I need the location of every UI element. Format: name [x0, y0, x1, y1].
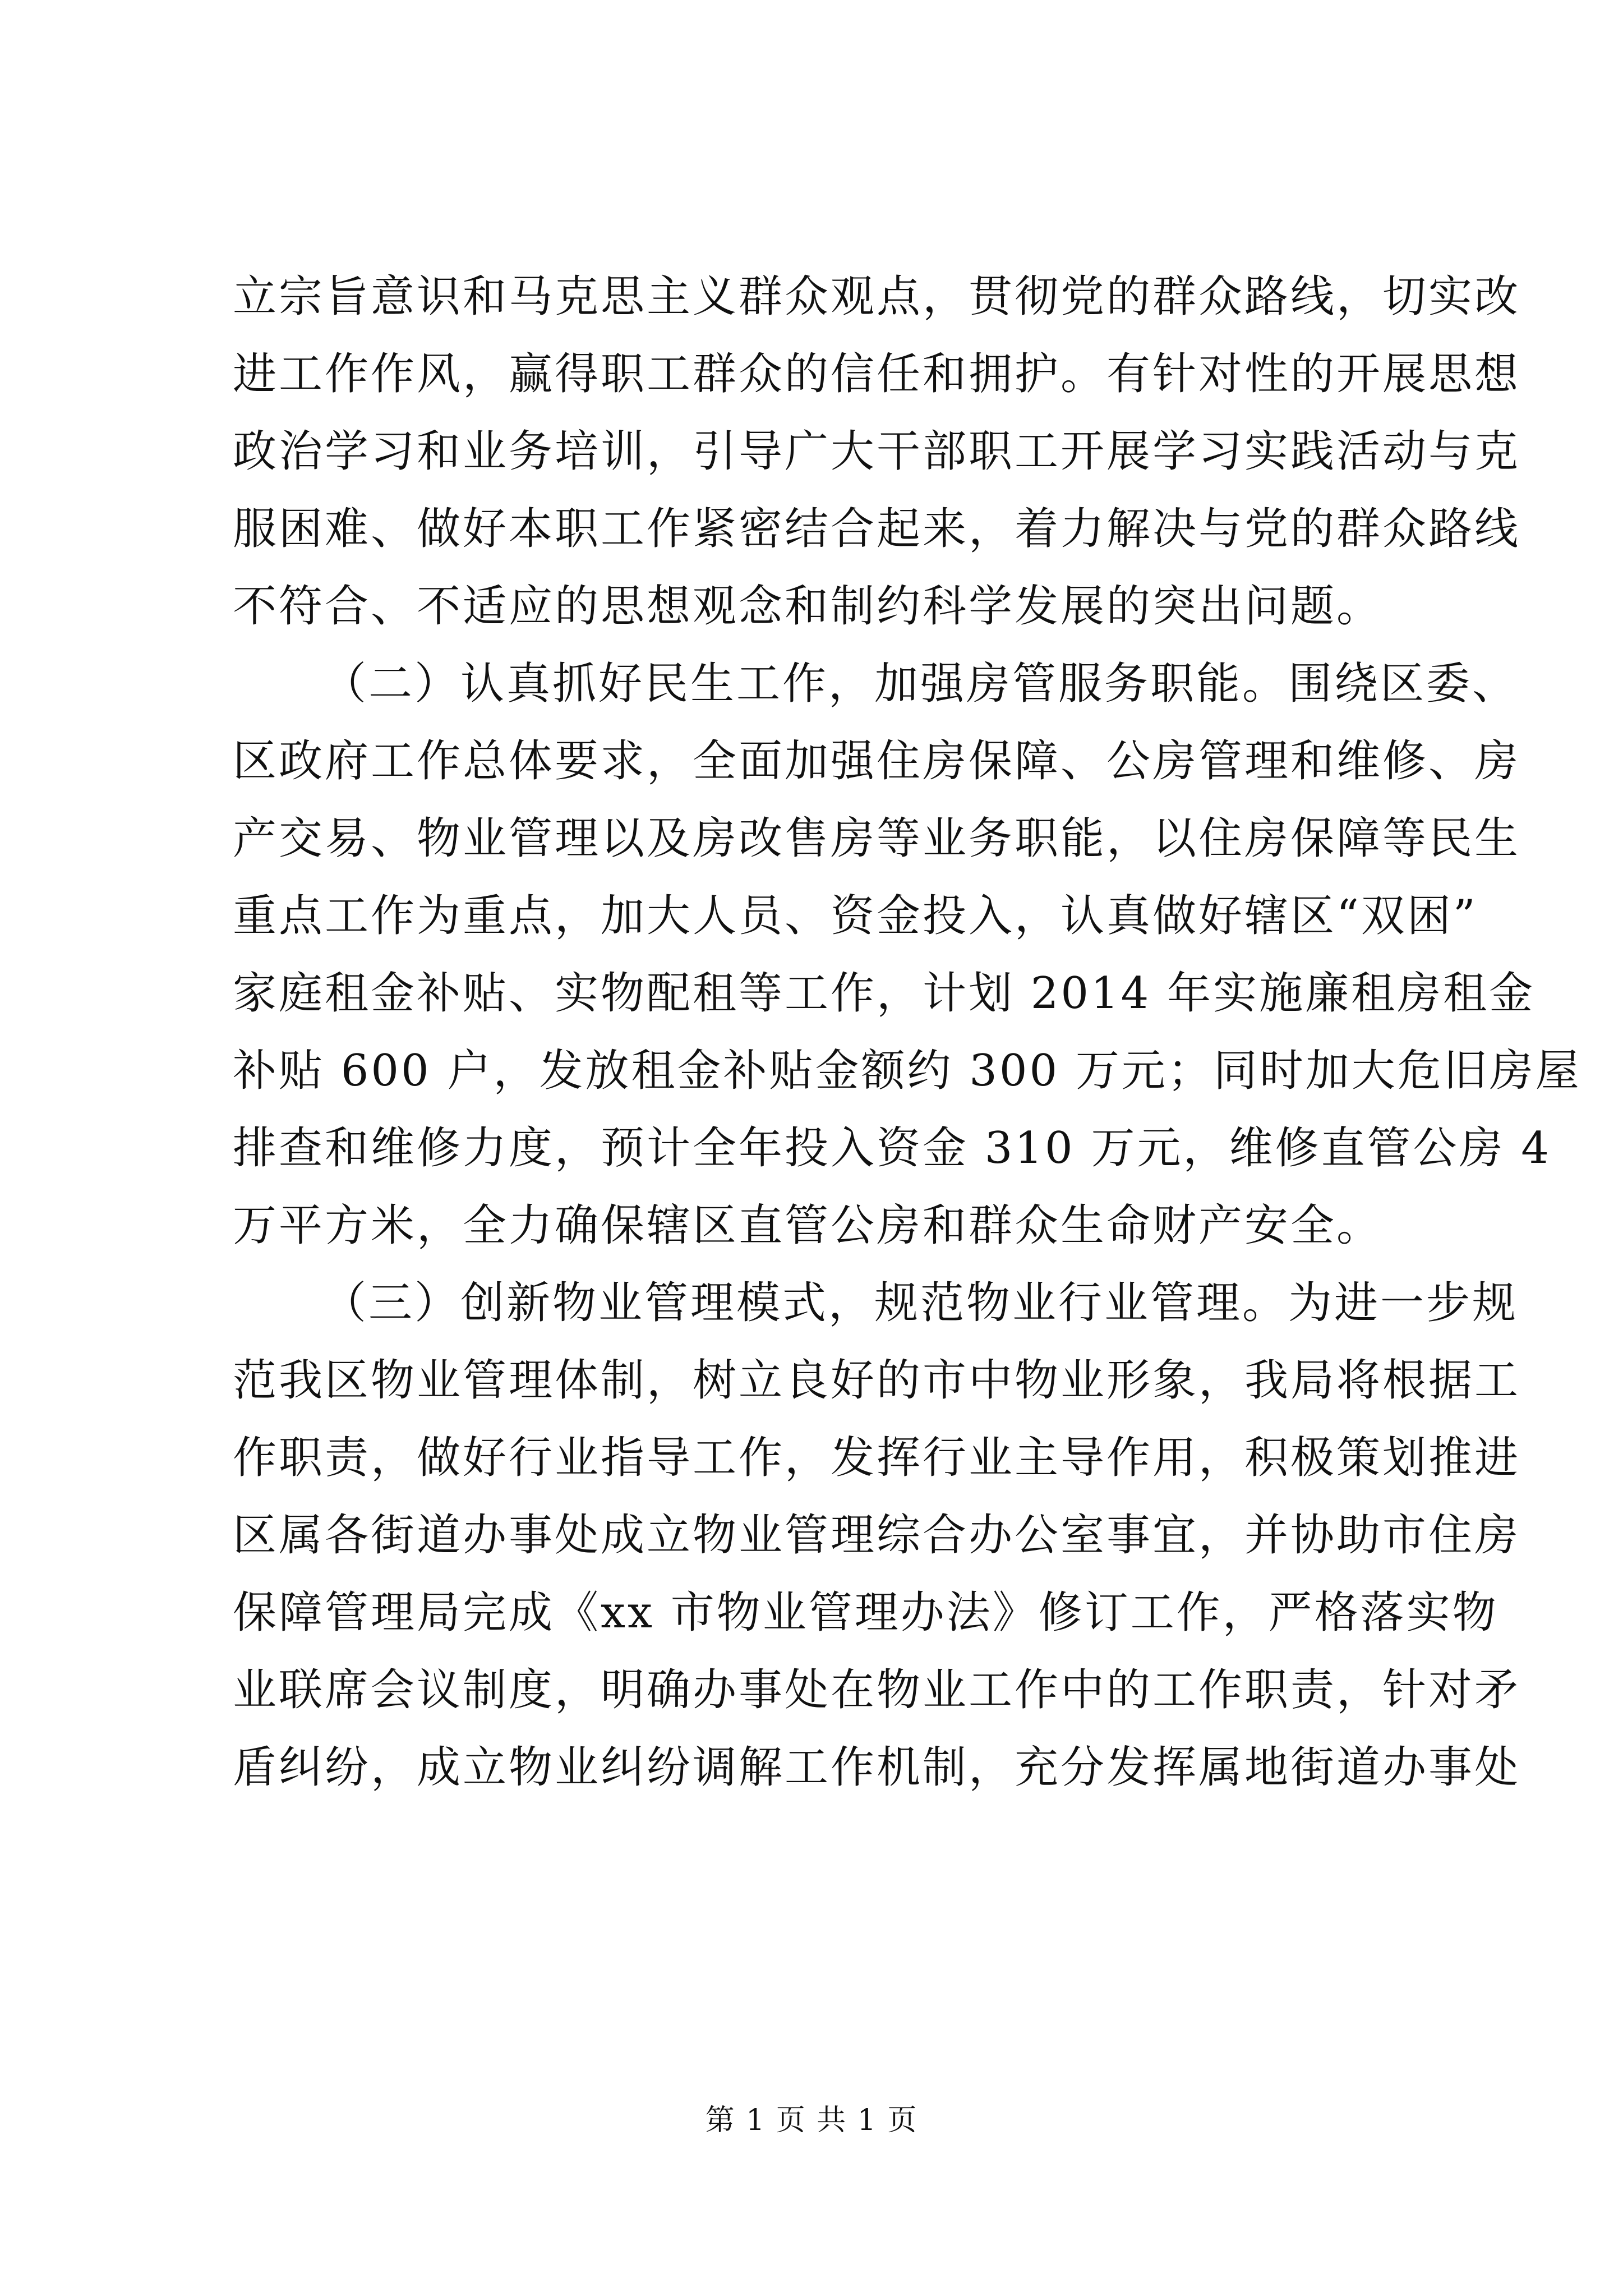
text-line: 进工作作风，赢得职工群众的信任和拥护。有针对性的开展思想 — [233, 349, 1521, 399]
text-line: 立宗旨意识和马克思主义群众观点，贯彻党的群众路线，切实改 — [233, 272, 1521, 322]
text-line: 不符合、不适应的思想观念和制约科学发展的突出问题。 — [233, 581, 1383, 632]
text-line: 服困难、做好本职工作紧密结合起来，着力解决与党的群众路线 — [233, 504, 1521, 554]
text-line: 区政府工作总体要求，全面加强住房保障、公房管理和维修、房 — [233, 736, 1521, 786]
text-line: 重点工作为重点，加大人员、资金投入，认真做好辖区“双困” — [233, 891, 1478, 941]
text-line: 政治学习和业务培训，引导广大干部职工开展学习实践活动与克 — [233, 426, 1521, 477]
text-line: 区属各街道办事处成立物业管理综合办公室事宜，并协助市住房 — [233, 1510, 1521, 1561]
text-line: 保障管理局完成《xx 市物业管理办法》修订工作，严格落实物 — [233, 1588, 1498, 1638]
text-line: 范我区物业管理体制，树立良好的市中物业形象，我局将根据工 — [233, 1355, 1521, 1406]
section-heading-line: （三）创新物业管理模式，规范物业行业管理。为进一步规 — [322, 1278, 1519, 1328]
page-number: 第 1 页 共 1 页 — [705, 2104, 918, 2137]
page-footer — [0, 2101, 1623, 2140]
text-line: 业联席会议制度，明确办事处在物业工作中的工作职责，针对矛 — [233, 1665, 1521, 1715]
text-line: 家庭租金补贴、实物配租等工作，计划 2014 年实施廉租房租金 — [233, 968, 1536, 1019]
section-heading-line: （二）认真抓好民生工作，加强房管服务职能。围绕区委、 — [322, 659, 1519, 709]
text-line: 作职责，做好行业指导工作，发挥行业主导作用，积极策划推进 — [233, 1433, 1521, 1483]
text-line: 产交易、物业管理以及房改售房等业务职能，以住房保障等民生 — [233, 813, 1521, 864]
text-line: 盾纠纷，成立物业纠纷调解工作机制，充分发挥属地街道办事处 — [233, 1742, 1521, 1793]
text-line: 补贴 600 户，发放租金补贴金额约 300 万元；同时加大危旧房屋 — [233, 1046, 1581, 1096]
text-line: 排查和维修力度，预计全年投入资金 310 万元，维修直管公房 4 — [233, 1123, 1551, 1174]
text-line: 万平方米，全力确保辖区直管公房和群众生命财产安全。 — [233, 1200, 1383, 1251]
body-text — [233, 258, 1581, 1806]
